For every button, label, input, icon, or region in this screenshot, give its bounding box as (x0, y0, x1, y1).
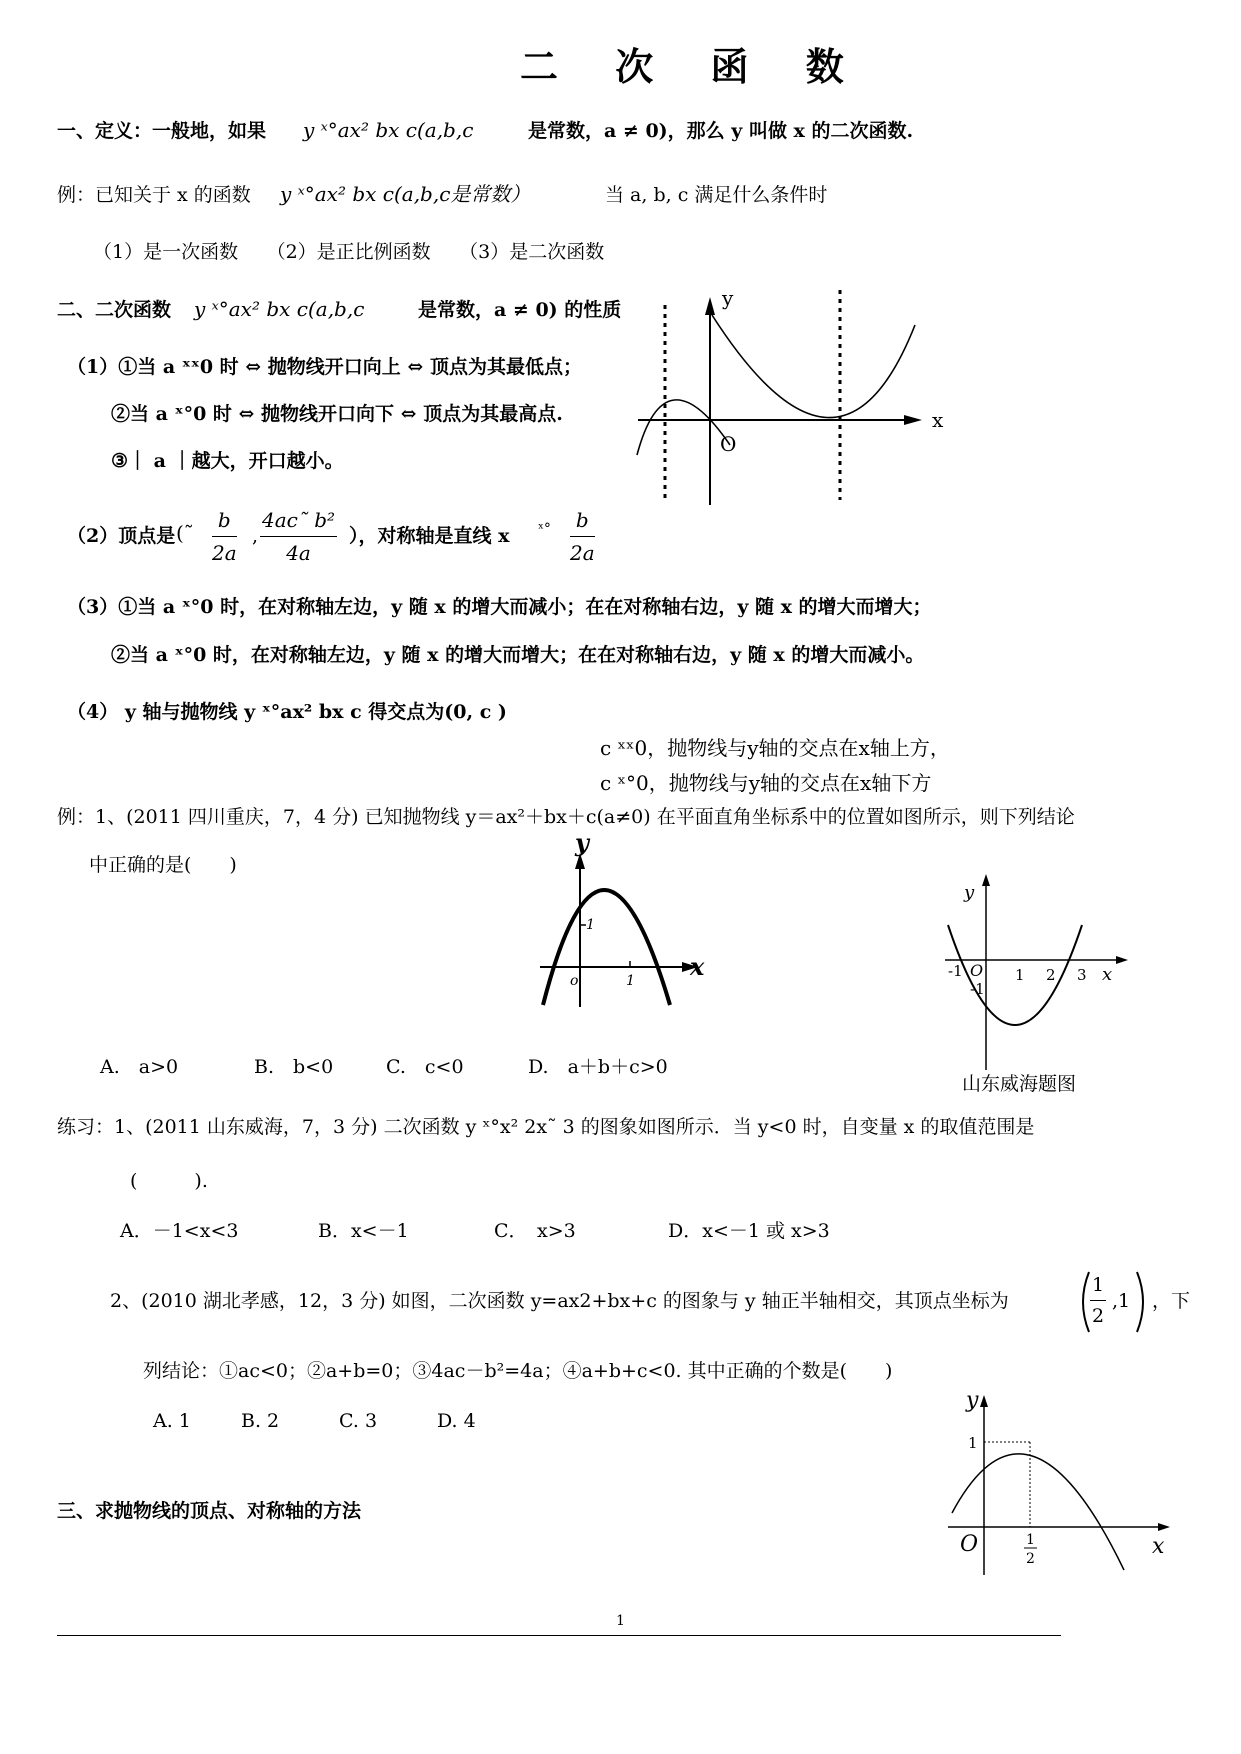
property-4-below: c ˣ°0，抛物线与y轴的交点在x轴下方 (600, 771, 932, 795)
page-title: 二 次 函 数 (520, 44, 866, 89)
practice-1-option-b: B．x<－1 (318, 1220, 409, 1242)
example-1-formula: y ˣ°ax² bx c(a,b,c是常数） (280, 182, 531, 206)
example-2-option-d: D. a＋b＋c>0 (528, 1056, 668, 1078)
question-2-line-1-end: ，下 (1152, 1290, 1191, 1312)
vertex-x-denominator: 2a (212, 541, 237, 565)
parabola-properties-graph (630, 285, 960, 505)
property-1b: ②当 a ˣ°0 时 ⇔ 抛物线开口向下 ⇔ 顶点为其最高点. (111, 403, 563, 425)
vertex-y-numerator: 4ac˜ b² (260, 508, 337, 537)
q2-graph-x-label: x (1152, 1534, 1165, 1559)
question-2-option-b: B. 2 (241, 1410, 280, 1432)
vertex-half-fraction (1090, 1274, 1106, 1327)
vertex-y-denominator: 4a (286, 541, 311, 565)
weihai-origin: O (970, 961, 984, 980)
example-2-x-label: x (690, 952, 705, 981)
vertex-open-paren: (˜ (176, 521, 194, 545)
question-2-option-d: D. 4 (437, 1410, 476, 1432)
graph-1-origin-label: O (720, 432, 737, 456)
question-2-option-a: A. 1 (153, 1410, 191, 1432)
example-1-options: （1）是一次函数 （2）是正比例函数 （3）是二次函数 (93, 241, 605, 263)
symmetry-axis-sign: ˣ° (538, 521, 551, 537)
question-2-option-c: C. 3 (339, 1410, 378, 1432)
page-number: 1 (616, 1613, 625, 1629)
weihai-tick-1: 1 (1015, 966, 1025, 984)
property-1a: （1）①当 a ˣˣ0 时 ⇔ 抛物线开口向上 ⇔ 顶点为其最低点； (67, 356, 582, 378)
example-2-one-x: 1 (626, 973, 635, 989)
question-2-line-1 (110, 1292, 1009, 1311)
graph-1-y-label: y (722, 286, 734, 310)
vertex-x-numerator: b (212, 508, 237, 537)
definition-tail: 是常数，a ≠ 0)，那么 y 叫做 x 的二次函数. (528, 120, 914, 142)
vertex-paren-left (1077, 1270, 1091, 1334)
property-3b: ②当 a ˣ°0 时，在对称轴左边，y 随 x 的增大而增大；在在对称轴右边，y 随 x 的增大而减小。 (111, 644, 925, 666)
symmetry-axis-fraction (570, 508, 595, 565)
property-2-mid: ），对称轴是直线 x (349, 525, 510, 547)
example-1-lead: 例：已知关于 x 的函数 (57, 184, 251, 206)
vertex-x-fraction (212, 508, 237, 565)
practice-1-option-a: A．－1<x<3 (120, 1220, 239, 1242)
vertex-coord-tail: ,1 (1112, 1290, 1131, 1312)
graph-1-x-label: x (932, 408, 944, 432)
weihai-tick-2: 2 (1046, 966, 1056, 984)
properties-tail: 是常数，a ≠ 0) 的性质 (418, 299, 622, 321)
practice-1-line-1: 练习：1、(2011 山东威海，7，3 分) 二次函数 y ˣ°x² 2x˜ 3 的图象如图所示．当 y<0 时，自变量 x 的取值范围是 (57, 1116, 1035, 1138)
practice-1-option-c: C． x>3 (494, 1220, 576, 1242)
example-2-option-a: A. a>0 (100, 1056, 179, 1078)
symmetry-numerator: b (570, 508, 595, 537)
vertex-y-fraction (260, 508, 337, 565)
property-1c: ③｜ a ｜越大，开口越小。 (111, 450, 344, 472)
practice-1-blank: ( ). (130, 1170, 208, 1192)
properties-formula: y ˣ°ax² bx c(a,b,c (194, 297, 365, 321)
symmetry-denominator: 2a (570, 541, 595, 565)
practice-1-option-d: D．x<－1 或 x>3 (668, 1220, 830, 1242)
example-2-origin: o (570, 973, 579, 989)
q2-graph-y-label: y (966, 1388, 979, 1413)
vertex-half-denominator: 2 (1092, 1305, 1105, 1327)
properties-heading: 二、二次函数 (57, 299, 172, 321)
property-2-lead: （2）顶点是 (67, 525, 176, 547)
vertex-comma: , (252, 525, 259, 547)
property-3a: （3）①当 a ˣ°0 时，在对称轴左边，y 随 x 的增大而减小；在在对称轴右边，y 随 x 的增大而增大； (67, 596, 932, 618)
question-2-line-2: 列结论：①ac<0；②a+b=0；③4ac－b²=4a；④a+b+c<0. 其中正确的个数是( ) (143, 1360, 893, 1382)
example-2-line-2: 中正确的是( ) (89, 854, 237, 876)
example-2-graph (540, 828, 710, 1015)
weihai-tick-3: 3 (1077, 966, 1087, 984)
section-3-heading: 三、求抛物线的顶点、对称轴的方法 (57, 1500, 362, 1522)
example-2-option-c: C. c<0 (386, 1056, 464, 1078)
weihai-y-label: y (964, 882, 975, 903)
example-2-y-label: y (575, 828, 589, 857)
property-4-above: c ˣˣ0，抛物线与y轴的交点在x轴上方， (600, 736, 950, 760)
q2-graph-origin: O (960, 1532, 979, 1557)
q2-graph-half-num: 1 (1026, 1532, 1035, 1548)
weihai-minus-one-y: -1 (970, 980, 985, 998)
vertex-paren-right (1135, 1270, 1149, 1334)
weihai-caption: 山东威海题图 (962, 1073, 1077, 1095)
definition-heading: 一、定义：一般地，如果 (57, 120, 267, 142)
q2-graph-half-den: 2 (1026, 1551, 1035, 1567)
q2-graph-one: 1 (968, 1434, 978, 1452)
example-2-option-b: B. b<0 (254, 1056, 334, 1078)
example-2-one-y: 1 (586, 917, 595, 933)
definition-formula: y ˣ°ax² bx c(a,b,c (303, 118, 474, 142)
property-4: （4） y 轴与抛物线 y ˣ°ax² bx c 得交点为(0, c ) (67, 701, 507, 723)
question-2-graph (940, 1385, 1175, 1580)
example-2-line-1: 例：1、(2011 四川重庆，7，4 分) 已知抛物线 y＝ax²＋bx＋c(a≠0) 在平面直角坐标系中的位置如图所示，则下列结论 (57, 806, 1075, 828)
footer-rule (57, 1635, 1061, 1636)
weihai-graph (940, 870, 1130, 1070)
question-2-line-1-text: 2、(2010 湖北孝感，12，3 分) 如图，二次函数 y=ax2+bx+c 的图象与 y 轴正半轴相交，其顶点坐标为 (110, 1290, 1009, 1312)
vertex-half-numerator: 1 (1090, 1274, 1106, 1301)
weihai-minus-one: -1 (948, 962, 963, 980)
weihai-x-label: x (1102, 964, 1113, 985)
example-1-tail: 当 a, b, c 满足什么条件时 (605, 184, 828, 206)
